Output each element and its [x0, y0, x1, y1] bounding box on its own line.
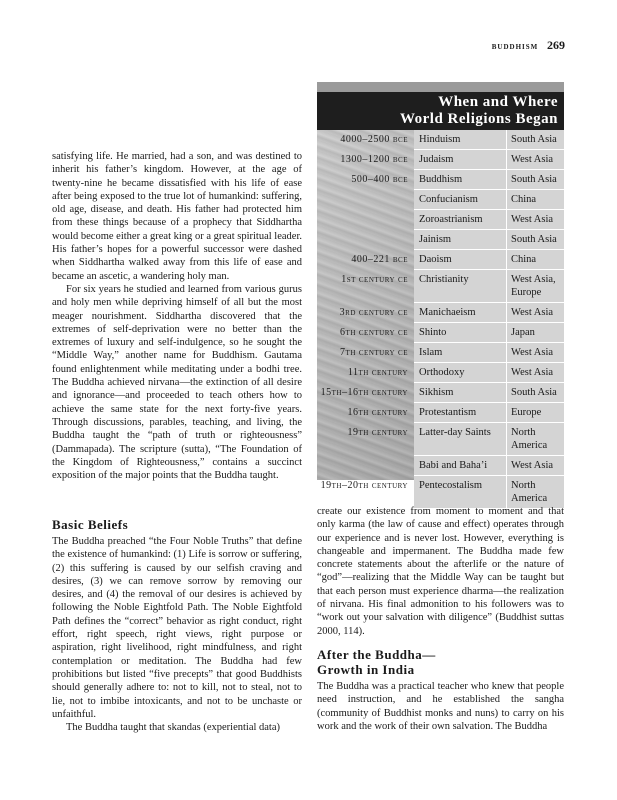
paragraph: For six years he studied and learned from various gurus and holy men while depriving himself of all but the most meager nourishment. Siddhartha discovered that the extremes of self-deprivation were no better than the extremes of luxury and self-indulgence, so he sought the “Middle Way,” another name for Buddhism. Gautama found enlightenment while meditating under a bodhi tree. The Buddha achieved nirvana—the extinction of all desire and ignorance—and proceeded to teach others how to achieve the same state for the next forty-five years. Through discussions, parables, teaching, and living, the Buddha taught the “path of truth or righteousness” (Dammapada). The scripture (sutta), “The Foundation of the Kingdom of Righteousness,” contains a succinct exposition of the major points that the Buddha taught.: [52, 283, 302, 482]
religions-table: [317, 130, 564, 509]
region-cell: North America: [507, 423, 565, 456]
religion-cell: Judaism: [414, 150, 507, 170]
date-cell: 4000–2500 bce: [340, 134, 408, 145]
region-cell: China: [507, 250, 565, 270]
religion-row: [317, 363, 564, 383]
sidebar-title-box: [317, 92, 564, 130]
left-column-bottom: [52, 517, 302, 734]
religion-row: [317, 323, 564, 343]
religion-row: [317, 230, 564, 250]
region-cell: West Asia: [507, 343, 565, 363]
religion-row: [317, 250, 564, 270]
section-heading: Basic Beliefs: [52, 517, 129, 532]
region-cell: South Asia: [507, 230, 565, 250]
date-cell: 19th–20th century: [320, 479, 408, 491]
date-cell: [317, 210, 414, 230]
date-cell: [317, 190, 414, 210]
religion-row: [317, 456, 564, 476]
sidebar-title: When and Where World Religions Began: [399, 94, 558, 127]
section-heading: After the Buddha— Growth in India: [317, 646, 436, 677]
region-cell: South Asia: [507, 383, 565, 403]
region-cell: South Asia: [507, 130, 565, 150]
timeline-sidebar: [317, 82, 564, 504]
paragraph: create our existence from moment to moment and that only karma (the law of cause and effect) operates through our experience and is never lost. However, everything is changeable and impermanent. The Buddha made few concrete statements about the afterlife or the nature of “god”—realizing that the Middle Way can be taught but that each person must experience dharma—the realization of nirvana. His final admonition to his followers was to “work out your salvation with diligence” (Buddhist suttas 2000, 114).: [317, 506, 564, 637]
date-cell: 15th–16th century: [320, 386, 408, 398]
religion-row: [317, 476, 564, 509]
region-cell: Japan: [507, 323, 565, 343]
date-cell: [317, 456, 414, 476]
religion-cell: Sikhism: [414, 383, 507, 403]
region-cell: South Asia: [507, 170, 565, 190]
date-cell: 16th century: [347, 406, 408, 418]
religion-cell: Manichaeism: [414, 303, 507, 323]
religion-row: [317, 423, 564, 456]
religion-row: [317, 210, 564, 230]
religion-row: [317, 190, 564, 210]
religion-row: [317, 130, 564, 150]
paragraph: The Buddha was a practical teacher who knew that people need instruction, and he established the sangha (community of Buddhist monks and nuns) to carry on his work and the work of their own salvation. The Buddha: [317, 680, 564, 732]
religion-row: [317, 303, 564, 323]
religion-cell: Babi and Baha’i: [414, 456, 507, 476]
date-cell: 6th century ce: [340, 326, 408, 338]
religion-cell: Shinto: [414, 323, 507, 343]
section-name: buddhism: [491, 41, 539, 52]
region-cell: West Asia: [507, 150, 565, 170]
region-cell: West Asia: [507, 303, 565, 323]
religion-cell: Islam: [414, 343, 507, 363]
religion-cell: Hinduism: [414, 130, 507, 150]
religion-row: [317, 170, 564, 190]
region-cell: West Asia, Europe: [507, 270, 565, 303]
date-cell: 1st century ce: [341, 273, 408, 285]
date-cell: 3rd century ce: [339, 306, 408, 318]
religion-cell: Christianity: [414, 270, 507, 303]
religion-cell: Zoroastrianism: [414, 210, 507, 230]
date-cell: 11th century: [347, 366, 408, 378]
date-cell: 500–400 bce: [351, 173, 408, 185]
running-head: [492, 38, 565, 53]
paragraph: The Buddha taught that skandas (experiential data): [66, 722, 281, 734]
paragraph: satisfying life. He married, had a son, and was destined to inherit his father’s kingdom. However, at the age of twenty-nine he became dissatisfied with his life of ease after being exposed to the true lot of humankind: suffering, old age, disease, and death. His father had protected him from these things because of a prophecy that Siddhartha would become either a great king or a great spiritual leader. His father’s hopes for a powerful successor were dashed when Siddhartha walked away from this life of ease and became an ascetic, a wandering holy man.: [52, 151, 302, 282]
left-column-top: [52, 150, 302, 482]
sidebar-top-bar: [317, 82, 564, 92]
religion-row: [317, 383, 564, 403]
region-cell: West Asia: [507, 456, 565, 476]
religion-row: [317, 343, 564, 363]
religion-cell: Jainism: [414, 230, 507, 250]
religion-cell: Pentecostalism: [414, 476, 507, 509]
region-cell: Europe: [507, 403, 565, 423]
religion-row: [317, 270, 564, 303]
date-cell: [317, 230, 414, 250]
religion-cell: Orthodoxy: [414, 363, 507, 383]
religion-cell: Latter-day Saints: [414, 423, 507, 456]
religion-cell: Confucianism: [414, 190, 507, 210]
page-number: 269: [547, 38, 565, 52]
date-cell: 1300–1200 bce: [340, 153, 408, 165]
region-cell: West Asia: [507, 363, 565, 383]
region-cell: North America: [507, 476, 565, 509]
right-column: [317, 505, 564, 733]
religion-row: [317, 150, 564, 170]
religion-cell: Protestantism: [414, 403, 507, 423]
region-cell: China: [507, 190, 565, 210]
region-cell: West Asia: [507, 210, 565, 230]
religion-cell: Daoism: [414, 250, 507, 270]
religion-row: [317, 403, 564, 423]
date-cell: 400–221 bce: [351, 253, 408, 265]
paragraph: The Buddha preached “the Four Noble Truths” that define the existence of humankind: (1) Life is sorrow or suffering, (2) this suffering is caused by our selfish craving and desires, (3) we can remove sorrow by removing our desires, and (4) the removal of our desires is achieved by following the Noble Eightfold Path. The Noble Eightfold Path defines the “correct” behavior as right conduct, right effort, right speech, right views, right purpose or aspiration, right livelihood, right mindfulness, and right contemplation or meditation. The Buddha had few prohibitions but listed “five precepts” that good Buddhists should generally adhere to: not to kill, not to steal, not to lie, not to imbibe intoxicants, and not to be unchaste or unfaithful.: [52, 536, 302, 720]
date-cell: 19th century: [347, 426, 408, 438]
religion-cell: Buddhism: [414, 170, 507, 190]
date-cell: 7th century ce: [340, 346, 408, 358]
